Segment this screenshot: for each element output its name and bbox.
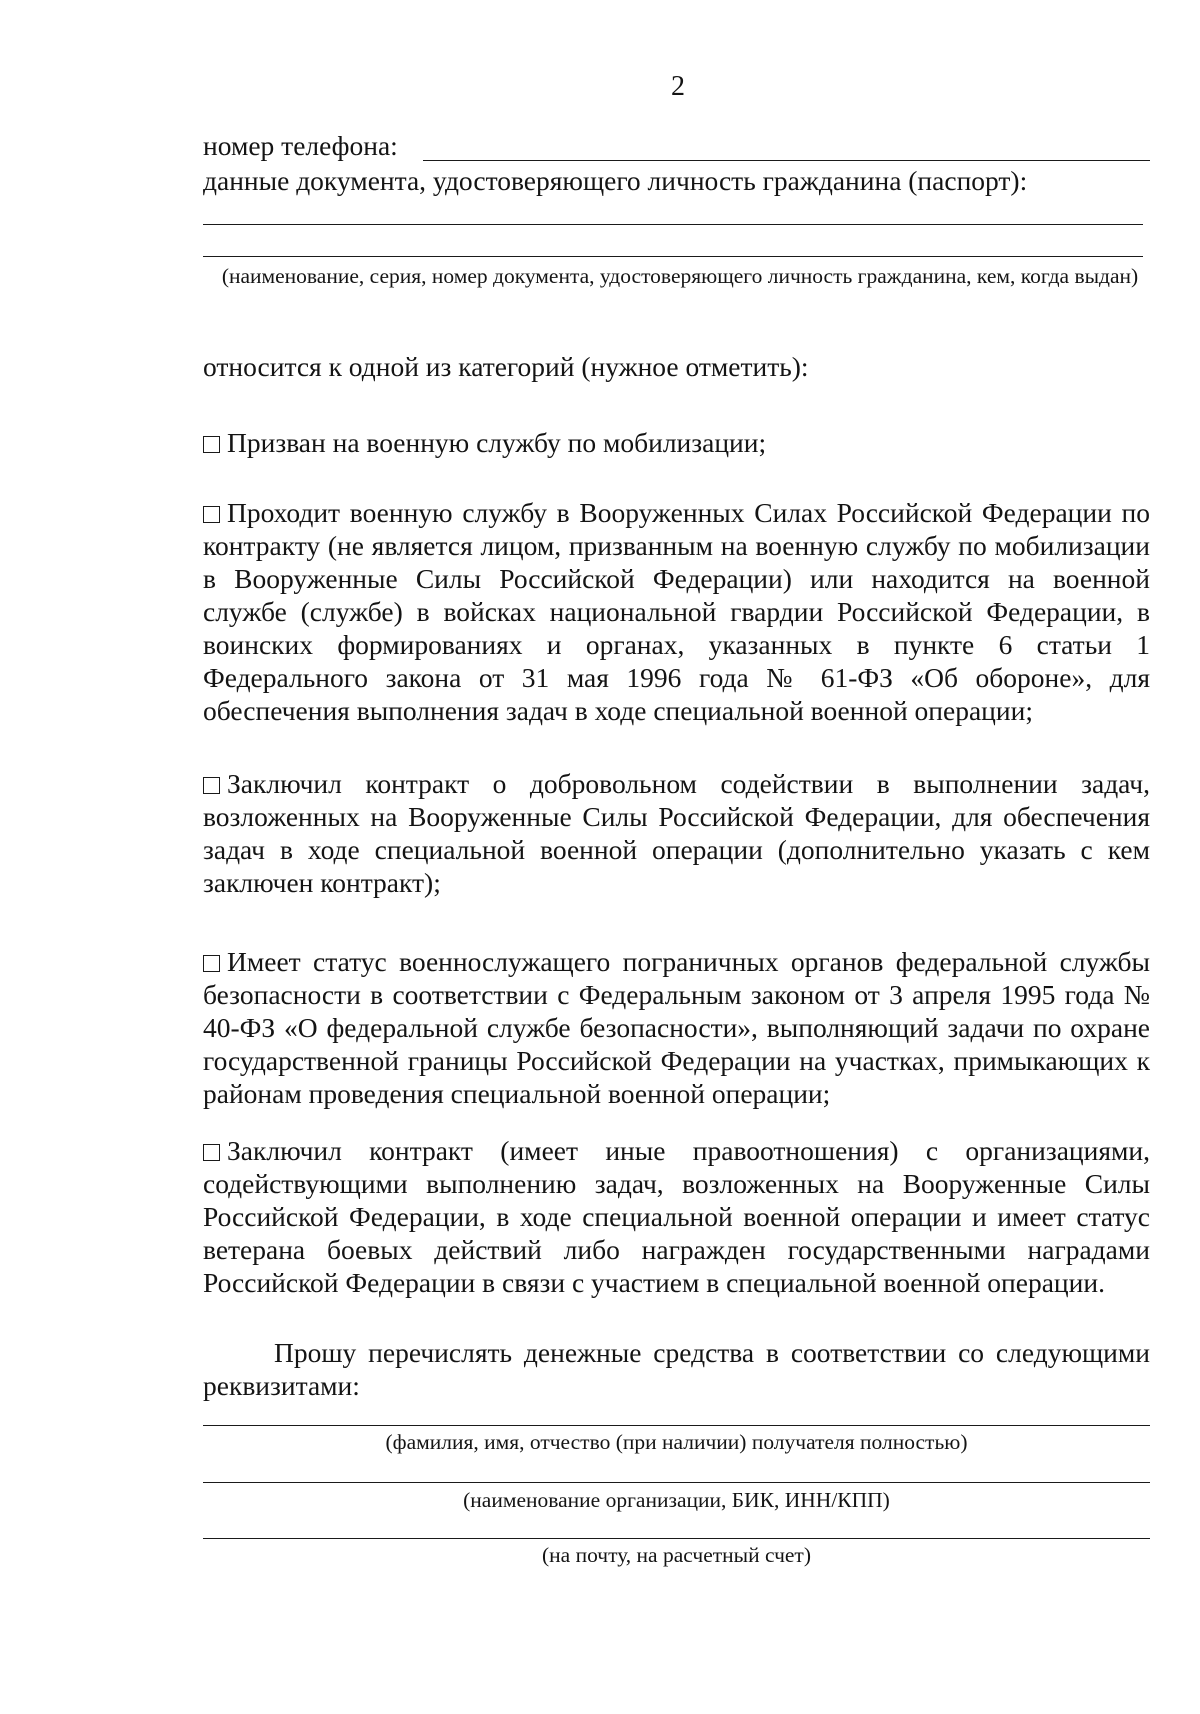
id-document-hint: (наименование, серия, номер документа, удостоверяющего личность гражданина, кем, когда выдан) (221, 264, 1139, 288)
page-number: 2 (671, 71, 685, 102)
phone-input-line[interactable] (423, 160, 1150, 161)
category-item (203, 945, 1150, 1110)
category-item (203, 496, 1150, 727)
id-document-label: данные документа, удостоверяющего личность гражданина (паспорт): (203, 165, 1028, 196)
account-input-line[interactable] (203, 1538, 1150, 1539)
checkbox[interactable] (203, 955, 220, 972)
organization-input-line[interactable] (203, 1482, 1150, 1483)
organization-hint: (наименование организации, БИК, ИНН/КПП) (463, 1488, 890, 1512)
recipient-input-line[interactable] (203, 1425, 1150, 1426)
checkbox[interactable] (203, 1144, 220, 1161)
category-text: Заключил контракт о добровольном содействии в выполнении задач, возложенных на Вооруженные Силы Российской Федерации, для обеспечения задач в ходе специальной военной операции (дополнительно указать с кем заключен контракт); (203, 768, 1150, 898)
phone-label: номер телефона: (203, 130, 398, 161)
checkbox[interactable] (203, 777, 220, 794)
categories-intro: относится к одной из категорий (нужное отметить): (203, 351, 809, 382)
checkbox[interactable] (203, 436, 220, 453)
category-item (203, 767, 1150, 899)
category-item (203, 426, 1150, 459)
category-item (203, 1134, 1150, 1299)
category-text: Заключил контракт (имеет иные правоотношения) с организациями, содействующими выполнению задач, возложенных на Вооруженные Силы Российской Федерации, в ходе специальной военной операции и имеет статус ветерана боевых действий либо награжден государственными наградами Российской Федерации в связи с участием в специальной военной операции. (203, 1135, 1150, 1298)
category-text: Призван на военную службу по мобилизации; (227, 427, 767, 458)
account-hint: (на почту, на расчетный счет) (542, 1543, 811, 1567)
requisites-request: Прошу перечислять денежные средства в соответствии со следующими реквизитами: (203, 1337, 1150, 1401)
id-document-input-line-2[interactable] (203, 256, 1143, 257)
id-document-input-line-1[interactable] (203, 224, 1143, 225)
category-text: Имеет статус военнослужащего пограничных органов федеральной службы безопасности в соответствии с Федеральным законом от 3 апреля 1995 года № 40-ФЗ «О федеральной службе безопасности», выполняющий задачи по охране государственной границы Российской Федерации на участках, примыкающих к районам проведения специальной военной операции; (203, 946, 1150, 1109)
category-text: Проходит военную службу в Вооруженных Силах Российской Федерации по контракту (не является лицом, призванным на военную службу по мобилизации в Вооруженные Силы Российской Федерации) или находится на военной службе (службе) в войсках национальной гвардии Российской Федерации, в воинских формированиях и органах, указанных в пункте 6 статьи 1 Федерального закона от 31 мая 1996 года № 61-ФЗ «Об обороне», для обеспечения выполнения задач в ходе специальной военной операции; (203, 497, 1150, 726)
checkbox[interactable] (203, 506, 220, 523)
recipient-hint: (фамилия, имя, отчество (при наличии) получателя полностью) (385, 1430, 968, 1454)
